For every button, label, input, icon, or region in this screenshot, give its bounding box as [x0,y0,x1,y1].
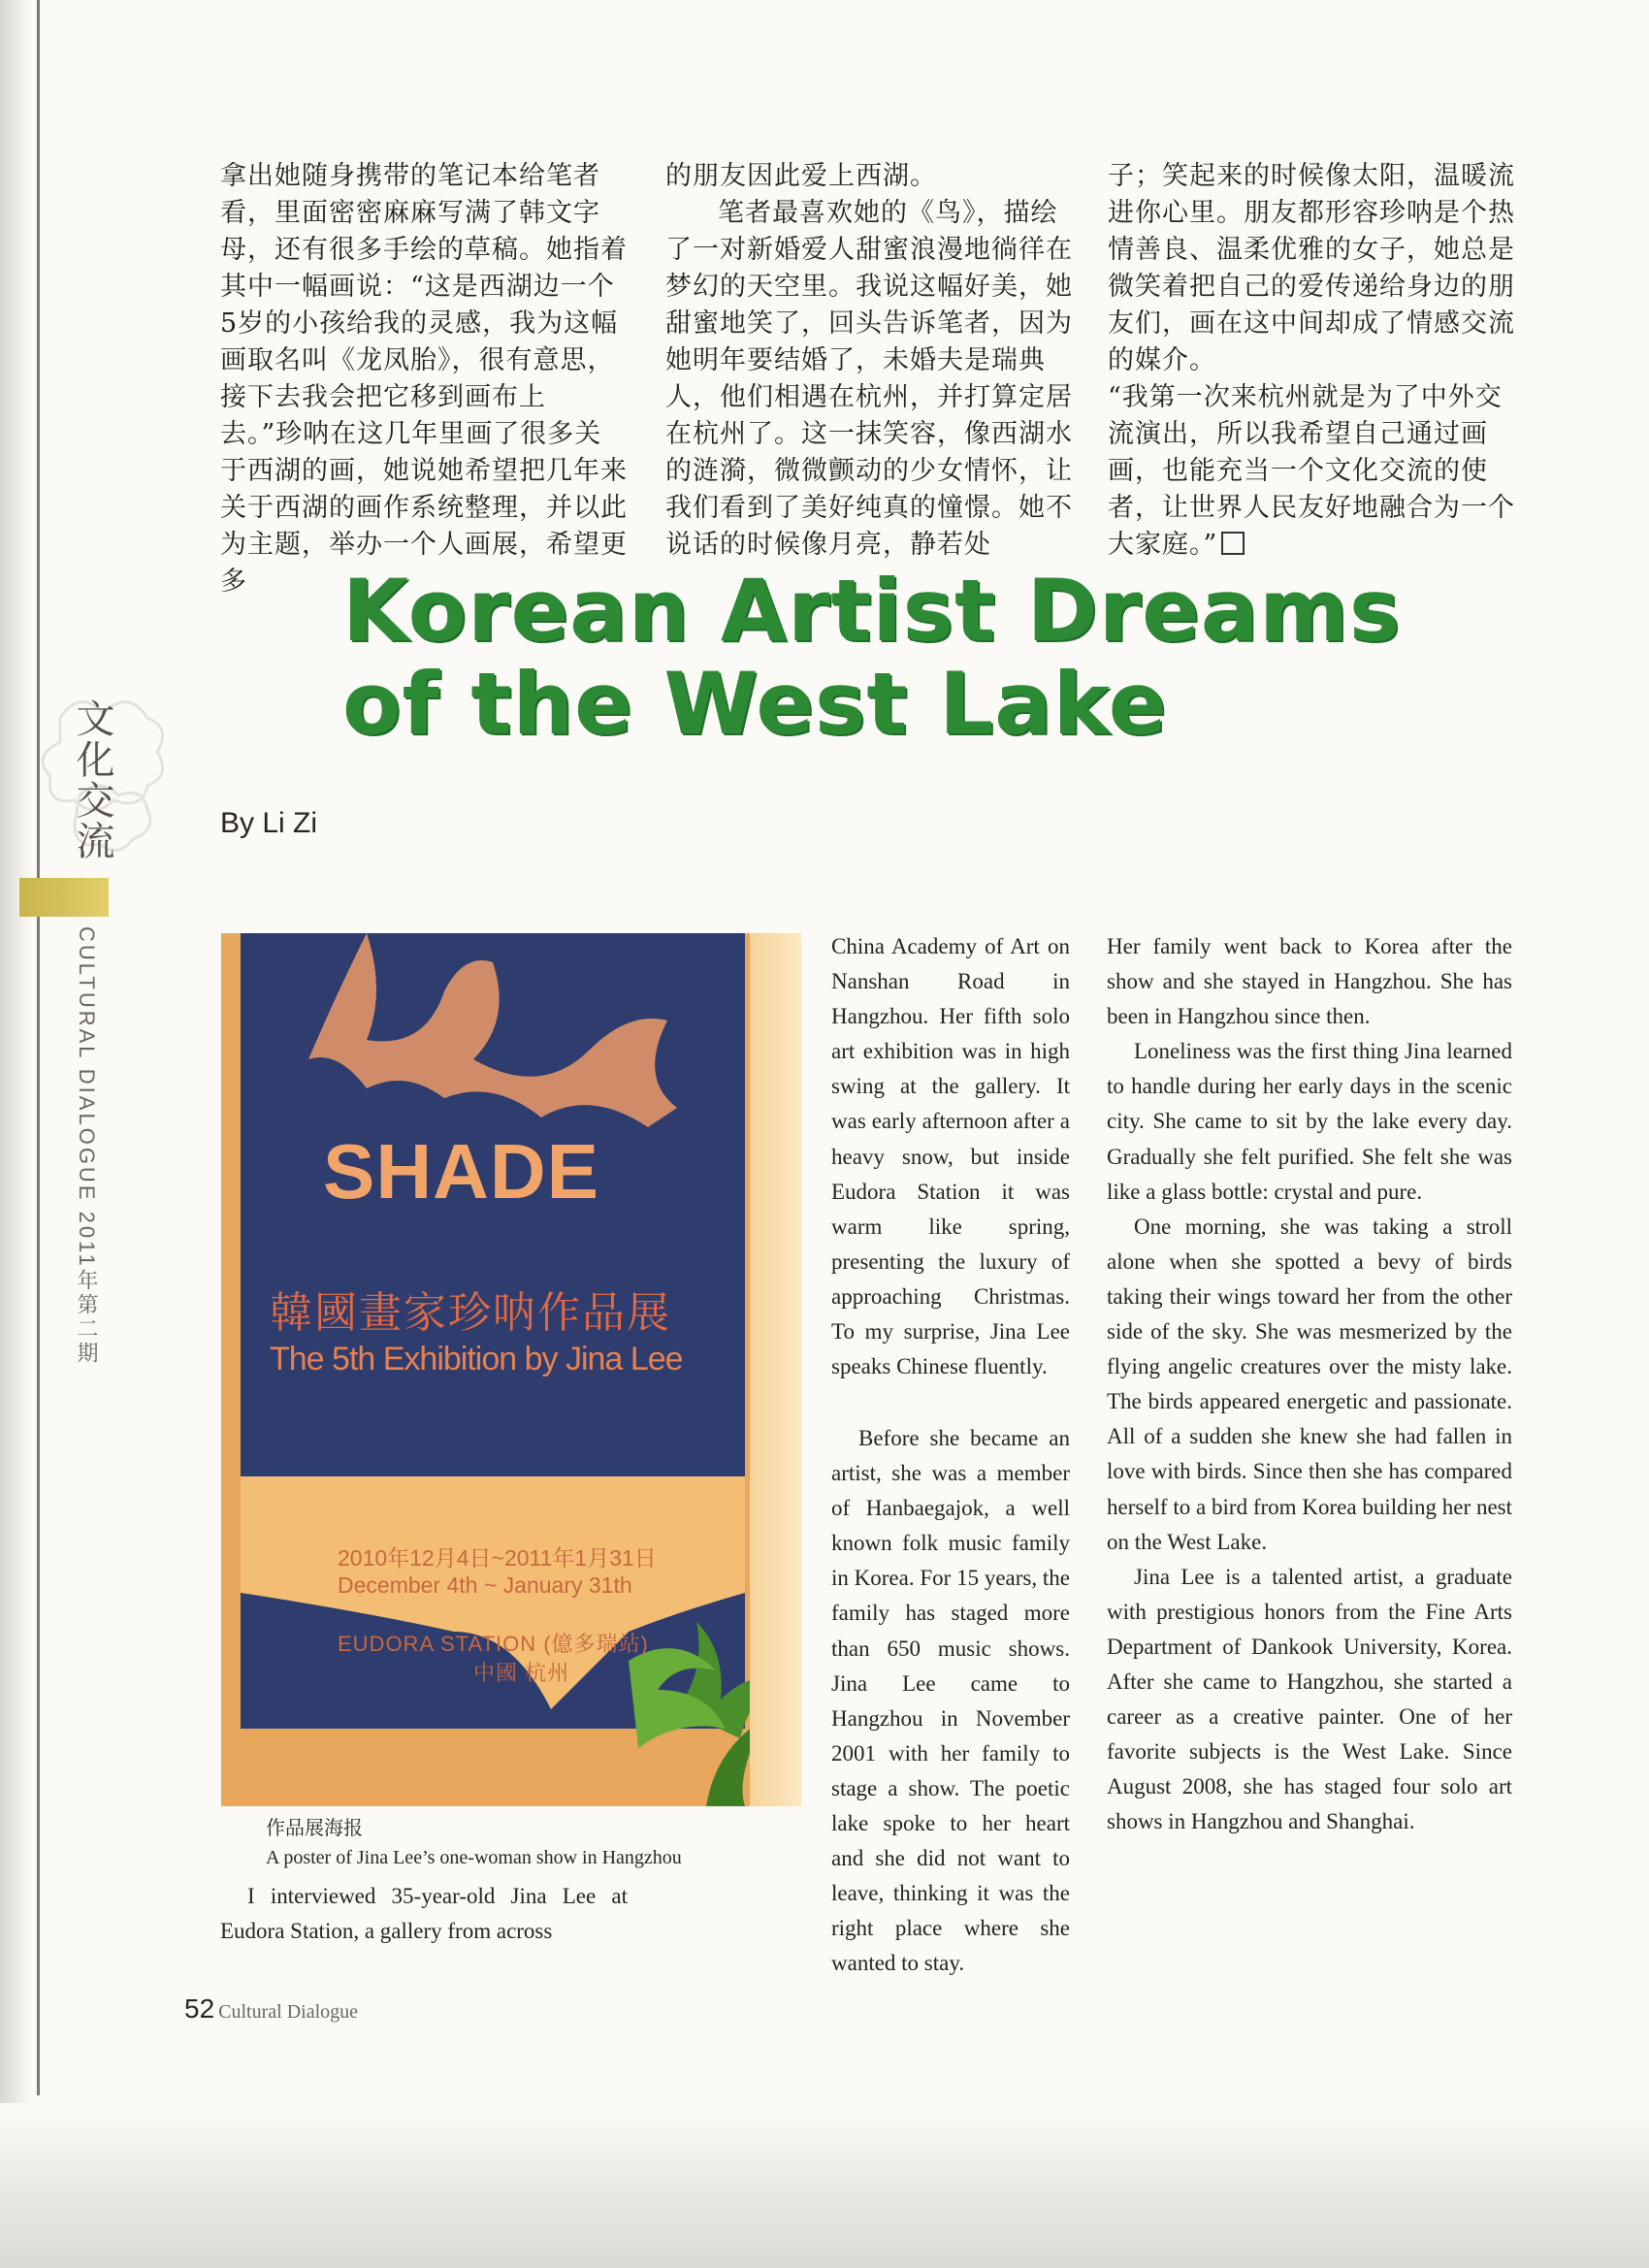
end-mark-icon [1221,532,1245,555]
zh-paragraph: “我第一次来杭州就是为了中外交流演出，所以我希望自己通过画画，也能充当一个文化交流的使者，让世界人民友好地融合为一个大家庭。” [1108,382,1515,560]
poster-dates [338,1544,726,1599]
poster-title-zh: 韓國畫家珍呐作品展 [270,1288,671,1338]
en-paragraph: One morning, she was taking a stroll alone when she spotted a bevy of birds taking their wings toward her from the other side of the sky. She was mesmerized by the flying angelic creatures over the misty lake. The birds appeared energetic and passionate. All of a sudden she knew she had fallen in love with birds. Since then she has compared herself to a bird from Korea building her nest on the West Lake. [1107,1214,1512,1554]
zh-column-1 [220,158,628,600]
poster-photo [221,933,801,1806]
publication-name: Cultural Dialogue [218,2001,359,2023]
en-paragraph: I interviewed 35-year-old Jina Lee at Eudora Station, a gallery from across [220,1884,628,1944]
page-fold-line [37,0,40,2095]
article-title [342,561,1409,754]
section-color-bar [19,878,109,917]
page-number: 52 [184,1993,215,2024]
en-paragraph: Before she became an artist, she was a member of Hanbaegajok, a well known folk music family in Korea. For 15 years, the family has staged more than 650 music shows. Jina Lee came to Hangzhou in November 2001 with her family to stage a show. The poetic lake spoke to her heart and she did not want to leave, thinking it was the right place where she wanted to stay. [831,1426,1070,1976]
poster-venue-en: EUDORA STATION (億多瑞站) [338,1632,649,1656]
section-label-zh: 文化交流 [70,698,114,861]
en-paragraph: China Academy of Art on Nanshan Road in Hangzhou. Her fifth solo art exhibition was in high swing at the gallery. It was early afternoon after a heavy snow, but inside Eudora Station it was warm like spring, presenting the luxury of approaching Christmas. To my surprise, Jina Lee speaks Chinese fluently. [831,934,1070,1379]
zh-paragraph: 拿出她随身携带的笔记本给笔者看，里面密密麻麻写满了韩文字母，还有很多手绘的草稿。她指着其中一幅画说：“这是西湖边一个5岁的小孩给我的灵感，我为这幅画取名叫《龙凤胎》，很有意思，接下去我会把它移到画布上去。”珍呐在这几年里画了很多关于西湖的画，她说她希望把几年来关于西湖的画作系统整理，并以此为主题，举办一个人画展，希望更多 [220,161,628,597]
en-column-1 [220,1879,628,1949]
zh-paragraph: 笔者最喜欢她的《鸟》，描绘了一对新婚爱人甜蜜浪漫地徜徉在梦幻的天空里。我说这幅好美，她甜蜜地笑了，回头告诉笔者，因为她明年要结婚了，未婚夫是瑞典人，他们相遇在杭州，并打算定居在杭州了。这一抹笑容，像西湖水的涟漪，微微颤动的少女情怀，让我们看到了美好纯真的憧憬。她不说话的时候像月亮，静若处 [665,198,1073,560]
poster-venue-zh: 中國 杭州 [473,1661,570,1685]
photo-caption [266,1814,809,1872]
poster-shade-word: SHADE [323,1128,600,1215]
poster-dates-en: December 4th ~ January 31th [338,1572,632,1598]
poster-title-en: The 5th Exhibition by Jina Lee [270,1341,683,1377]
caption-en: A poster of Jina Lee’s one-woman show in Hangzhou [266,1847,682,1868]
en-column-2b [831,1421,1070,1982]
article-title-line-1: Korean Artist Dreams [342,561,1402,661]
poster-venue [338,1630,726,1688]
page-bottom-shadow [0,2103,1649,2268]
en-paragraph: Loneliness was the first thing Jina learned to handle during her early days in the scenic city. She came to sit by the lake every day. Gradually she felt purified. She felt she was like a glass bottle: crystal and pure. [1107,1039,1512,1204]
zh-column-2 [665,158,1073,564]
byline: By Li Zi [220,807,318,839]
article-title-line-2: of the West Lake [342,654,1168,754]
caption-zh: 作品展海报 [266,1818,363,1839]
poster-dates-zh: 2010年12月4日~2011年1月31日 [338,1545,657,1571]
en-column-2a [831,929,1070,1384]
en-paragraph: Jina Lee is a talented artist, a graduate with prestigious honors from the Fine Arts Department of Dankook University, Korea. After she came to Hangzhou, she started a career as a creative painter. One of her favorite subjects is the West Lake. Since August 2008, she has staged four solo art shows in Hangzhou and Shanghai. [1107,1564,1512,1834]
page-gutter-shadow [0,0,33,2268]
en-paragraph: Her family went back to Korea after the show and she stayed in Hangzhou. She has been in Hangzhou since then. [1107,934,1512,1029]
zh-paragraph: 的朋友因此爱上西湖。 [665,161,937,191]
zh-column-3 [1108,158,1515,564]
section-label-en: CULTURAL DIALOGUE 2011年第二期 [75,926,99,1366]
zh-paragraph: 子；笑起来的时候像太阳，温暖流进你心里。朋友都形容珍呐是个热情善良、温柔优雅的女子，她总是微笑着把自己的爱传递给身边的朋友们，画在这中间却成了情感交流的媒介。 [1108,161,1515,375]
en-column-3 [1107,929,1512,1839]
page-folio [184,1993,358,2025]
